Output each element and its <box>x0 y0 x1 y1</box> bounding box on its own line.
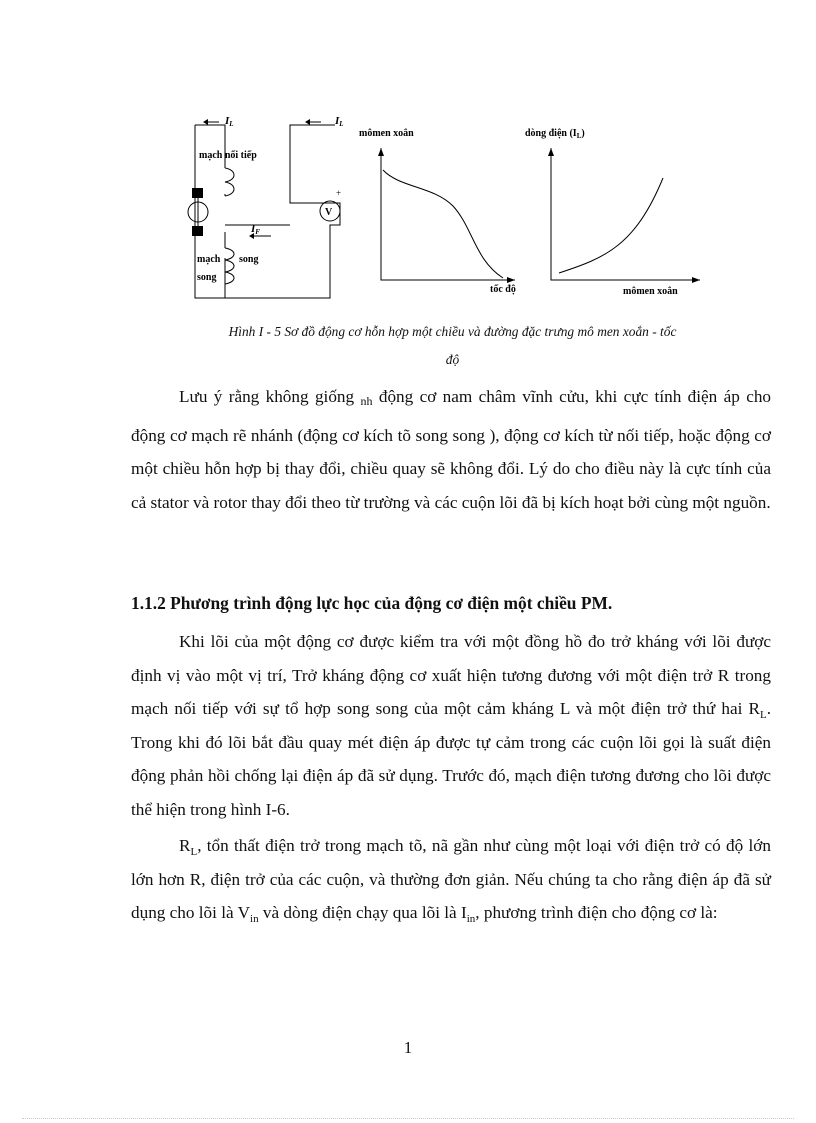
svg-text:IL: IL <box>225 115 234 128</box>
chart-torque-speed <box>359 128 516 295</box>
arrow-left-icon <box>203 119 208 125</box>
chart-current-torque <box>525 128 700 297</box>
brush-bottom <box>192 226 203 236</box>
chart1-xlabel: tốc độ <box>490 284 516 295</box>
shunt-coil <box>225 248 234 284</box>
wire-left-top <box>195 125 225 168</box>
chart2-arrowheads <box>548 148 700 283</box>
page-number: 1 <box>403 1038 413 1057</box>
label-shunt-c: song <box>197 272 217 283</box>
figure-svg <box>185 108 715 308</box>
label-i-l-series: I <box>225 115 230 127</box>
label-shunt-a: mạch <box>197 254 221 265</box>
chart2-ylabel: dòng điện $(I_L)$ <box>525 128 585 140</box>
section-heading: 1.1.2 Phương trình động lực học của động cơ điện một chiều PM. <box>131 593 613 613</box>
chart1-curve <box>383 170 503 278</box>
label-plus: + <box>336 188 342 198</box>
chart2-curve <box>559 178 663 273</box>
brush-top <box>192 188 203 198</box>
caption-line-1: Hình I - 5 Sơ đồ động cơ hỗn hợp một chiều và đường đặc trưng mô men xoắn - tốc <box>228 324 677 339</box>
chart1-ylabel: mômen xoắn <box>359 128 414 139</box>
svg-text:IL: IL <box>335 115 344 128</box>
label-i-l-top: I <box>335 115 340 127</box>
chart2-axes <box>551 148 700 280</box>
caption-line-2: độ <box>445 352 460 367</box>
figure-motor-circuit-and-curves <box>185 108 715 308</box>
paragraph-1: Lưu ý rằng không giống nh động cơ nam châm vĩnh cửu, khi cực tính điện áp cho động cơ mạch rẽ nhánh (động cơ kích tõ song song ), động cơ kích từ nối tiếp, hoặc động cơ một chiều hỗn hợp bị thay đổi, chiều quay sẽ không đổi. Lý do cho điều này là cực tính của cả stator và rotor thay đổi theo từ trường và các cuộn lõi đã bị kích hoạt bởi cùng một nguồn. <box>131 387 772 512</box>
figure-caption <box>150 318 755 374</box>
paragraph-2: Khi lõi của một động cơ được kiểm tra với một đồng hồ đo trở kháng với lõi được định vị vào một vị trí, Trở kháng động cơ xuất hiện tương đương với một điện trở R trong mạch nối tiếp với sự tổ hợp song song của một cảm kháng L và một điện trở thứ hai $R_L$. Trong khi đó lõi bắt đầu quay mét điện áp được tự cảm trong các cuộn lõi gọi là suất điện động phản hồi chống lại điện áp đã sử dụng. Trước đó, mạch điện tương đương cho lõi được thể hiện trong hình I-6. <box>131 632 771 819</box>
series-coil <box>225 168 234 196</box>
label-i-f: I <box>251 223 256 235</box>
chart2-xlabel: mômen xoắn <box>623 286 678 297</box>
svg-text:IF: IF <box>251 223 260 236</box>
label-series-circuit: mạch nối tiếp <box>199 150 257 161</box>
label-shunt-b: song <box>239 254 259 265</box>
chart1-arrowheads <box>378 148 515 283</box>
arrow-left-icon <box>305 119 310 125</box>
chart1-axes <box>381 148 515 280</box>
label-voltmeter: V <box>325 207 333 218</box>
footer-divider <box>22 1118 794 1119</box>
paragraph-3: $R_L$, tổn thất điện trở trong mạch tõ, nã gần như cùng một loại với điện trở có độ lớn lớn hơn R, điện trở của các cuộn, và thường đơn giản. Nếu chúng ta cho rằng điện áp đã sử dụng cho lõi là $V_{in}$ và dòng điện chạy qua lõi là $I_{in}$, phương trình điện cho động cơ là: <box>131 836 771 926</box>
